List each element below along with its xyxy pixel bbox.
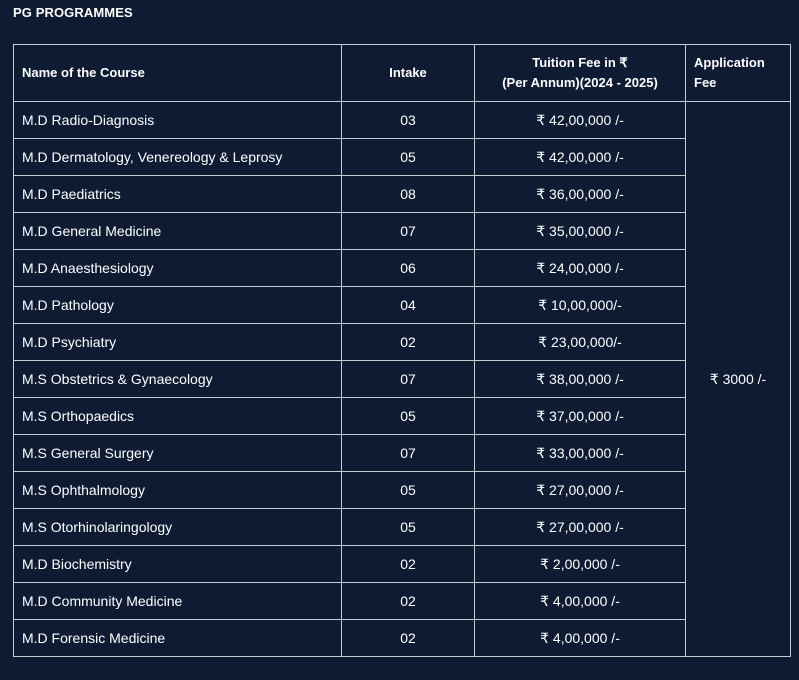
table-row: [14, 102, 791, 139]
table-row: [14, 620, 791, 657]
tuition-fee-cell: ₹ 2,00,000 /-: [475, 546, 686, 583]
fees-table: [13, 44, 791, 657]
course-name-cell: M.D Biochemistry: [14, 546, 342, 583]
intake-cell: 02: [342, 546, 475, 583]
table-row: [14, 361, 791, 398]
tuition-fee-cell: ₹ 23,00,000/-: [475, 324, 686, 361]
header-tuition-fee-line1: Tuition Fee in ₹: [532, 55, 628, 70]
table-row: [14, 287, 791, 324]
intake-cell: 02: [342, 583, 475, 620]
intake-cell: 07: [342, 435, 475, 472]
course-name-cell: M.D Anaesthesiology: [14, 250, 342, 287]
tuition-fee-cell: ₹ 27,00,000 /-: [475, 509, 686, 546]
intake-cell: 05: [342, 139, 475, 176]
intake-cell: 04: [342, 287, 475, 324]
course-name-cell: M.S General Surgery: [14, 435, 342, 472]
course-name-cell: M.S Otorhinolaringology: [14, 509, 342, 546]
header-course-name: Name of the Course: [14, 45, 342, 102]
tuition-fee-cell: ₹ 27,00,000 /-: [475, 472, 686, 509]
intake-cell: 05: [342, 509, 475, 546]
header-tuition-fee: [475, 45, 686, 102]
tuition-fee-cell: ₹ 36,00,000 /-: [475, 176, 686, 213]
intake-cell: 06: [342, 250, 475, 287]
course-name-cell: M.S Obstetrics & Gynaecology: [14, 361, 342, 398]
intake-cell: 02: [342, 324, 475, 361]
tuition-fee-cell: ₹ 38,00,000 /-: [475, 361, 686, 398]
tuition-fee-cell: ₹ 42,00,000 /-: [475, 102, 686, 139]
intake-cell: 07: [342, 361, 475, 398]
intake-cell: 08: [342, 176, 475, 213]
table-row: [14, 324, 791, 361]
tuition-fee-cell: ₹ 4,00,000 /-: [475, 583, 686, 620]
course-name-cell: M.D Paediatrics: [14, 176, 342, 213]
course-name-cell: M.S Orthopaedics: [14, 398, 342, 435]
tuition-fee-cell: ₹ 35,00,000 /-: [475, 213, 686, 250]
header-tuition-fee-line2: (Per Annum)(2024 - 2025): [502, 75, 658, 90]
table-row: [14, 250, 791, 287]
tuition-fee-cell: ₹ 33,00,000 /-: [475, 435, 686, 472]
course-name-cell: M.D Psychiatry: [14, 324, 342, 361]
table-row: [14, 176, 791, 213]
course-name-cell: M.S Ophthalmology: [14, 472, 342, 509]
tuition-fee-cell: ₹ 24,00,000 /-: [475, 250, 686, 287]
tuition-fee-cell: ₹ 10,00,000/-: [475, 287, 686, 324]
table-row: [14, 472, 791, 509]
course-name-cell: M.D Dermatology, Venereology & Leprosy: [14, 139, 342, 176]
table-body: [14, 102, 791, 657]
intake-cell: 02: [342, 620, 475, 657]
course-name-cell: M.D General Medicine: [14, 213, 342, 250]
header-application-fee: Application Fee: [686, 45, 791, 102]
intake-cell: 05: [342, 398, 475, 435]
intake-cell: 03: [342, 102, 475, 139]
table-row: [14, 583, 791, 620]
tuition-fee-cell: ₹ 42,00,000 /-: [475, 139, 686, 176]
tuition-fee-cell: ₹ 37,00,000 /-: [475, 398, 686, 435]
header-intake: Intake: [342, 45, 475, 102]
tuition-fee-cell: ₹ 4,00,000 /-: [475, 620, 686, 657]
table-row: [14, 435, 791, 472]
course-name-cell: M.D Forensic Medicine: [14, 620, 342, 657]
intake-cell: 05: [342, 472, 475, 509]
table-header-row: [14, 45, 791, 102]
table-row: [14, 398, 791, 435]
course-name-cell: M.D Community Medicine: [14, 583, 342, 620]
table-row: [14, 509, 791, 546]
application-fee-cell: ₹ 3000 /-: [686, 102, 791, 657]
table-row: [14, 139, 791, 176]
table-row: [14, 213, 791, 250]
course-name-cell: M.D Pathology: [14, 287, 342, 324]
course-name-cell: M.D Radio-Diagnosis: [14, 102, 342, 139]
table-row: [14, 546, 791, 583]
page-heading: PG PROGRAMMES: [13, 5, 133, 20]
intake-cell: 07: [342, 213, 475, 250]
